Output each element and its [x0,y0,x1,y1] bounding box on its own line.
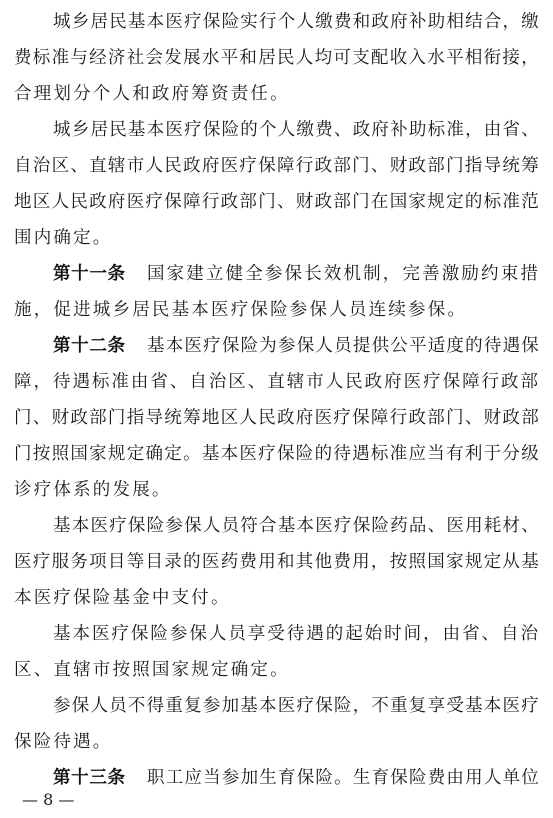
paragraph-text: 门、财政部门指导统筹地区人民政府医疗保障行政部门、财政部 [14,408,540,428]
text-line [0,151,553,181]
text-line [0,763,553,793]
text-line [0,727,553,757]
text-line [0,583,553,613]
paragraph-text: 合理划分个人和政府筹资责任。 [14,84,290,104]
text-line [0,511,553,541]
paragraph-text: 门按照国家规定确定。基本医疗保险的待遇标准应当有利于分级 [14,444,540,464]
paragraph-text: 基本医疗保险参保人员符合基本医疗保险药品、医用耗材、 [53,516,540,536]
paragraph-text: 基本医疗保险参保人员享受待遇的起始时间，由省、自治 [53,624,540,644]
paragraph-text: 城乡居民基本医疗保险的个人缴费、政府补助标准，由省、 [53,120,540,140]
text-line [0,7,553,37]
text-line [0,259,553,289]
text-line [0,115,553,145]
paragraph-text: 保险待遇。 [14,732,113,752]
text-line [0,439,553,469]
paragraph-text: 施，促进城乡居民基本医疗保险参保人员连续参保。 [14,300,468,320]
paragraph-text: 自治区、直辖市人民政府医疗保障行政部门、财政部门指导统筹 [14,156,540,176]
text-line [0,547,553,577]
paragraph-text: 本医疗保险基金中支付。 [14,588,231,608]
text-line [0,403,553,433]
paragraph-text: 国家建立健全参保长效机制，完善激励约束措 [147,264,540,284]
text-line [0,331,553,361]
article-heading: 第十一条 [53,264,126,284]
paragraph-text: 诊疗体系的发展。 [14,480,172,500]
paragraph-text: 区、直辖市按照国家规定确定。 [14,660,290,680]
paragraph-text: 围内确定。 [14,228,113,248]
paragraph-text: 费标准与经济社会发展水平和居民人均可支配收入水平相衔接， [14,48,540,68]
text-line [0,223,553,253]
paragraph-text: 参保人员不得重复参加基本医疗保险，不重复享受基本医疗 [53,696,540,716]
text-line [0,187,553,217]
text-line [0,619,553,649]
text-line [0,655,553,685]
text-line [0,367,553,397]
text-line [0,43,553,73]
article-heading: 第十二条 [53,336,126,356]
text-line [0,79,553,109]
paragraph-text: 障，待遇标准由省、自治区、直辖市人民政府医疗保障行政部 [14,372,540,392]
paragraph-text: 地区人民政府医疗保障行政部门、财政部门在国家规定的标准范 [14,192,540,212]
paragraph-text: 职工应当参加生育保险。生育保险费由用人单位 [147,768,540,788]
paragraph-text: 城乡居民基本医疗保险实行个人缴费和政府补助相结合，缴 [53,12,540,32]
paragraph-text: 医疗服务项目等目录的医药费用和其他费用，按照国家规定从基 [14,552,540,572]
article-heading: 第十三条 [53,768,126,788]
text-line [0,295,553,325]
page-number: — 8 — [22,790,75,809]
text-line [0,475,553,505]
paragraph-text: 基本医疗保险为参保人员提供公平适度的待遇保 [147,336,540,356]
text-line [0,691,553,721]
